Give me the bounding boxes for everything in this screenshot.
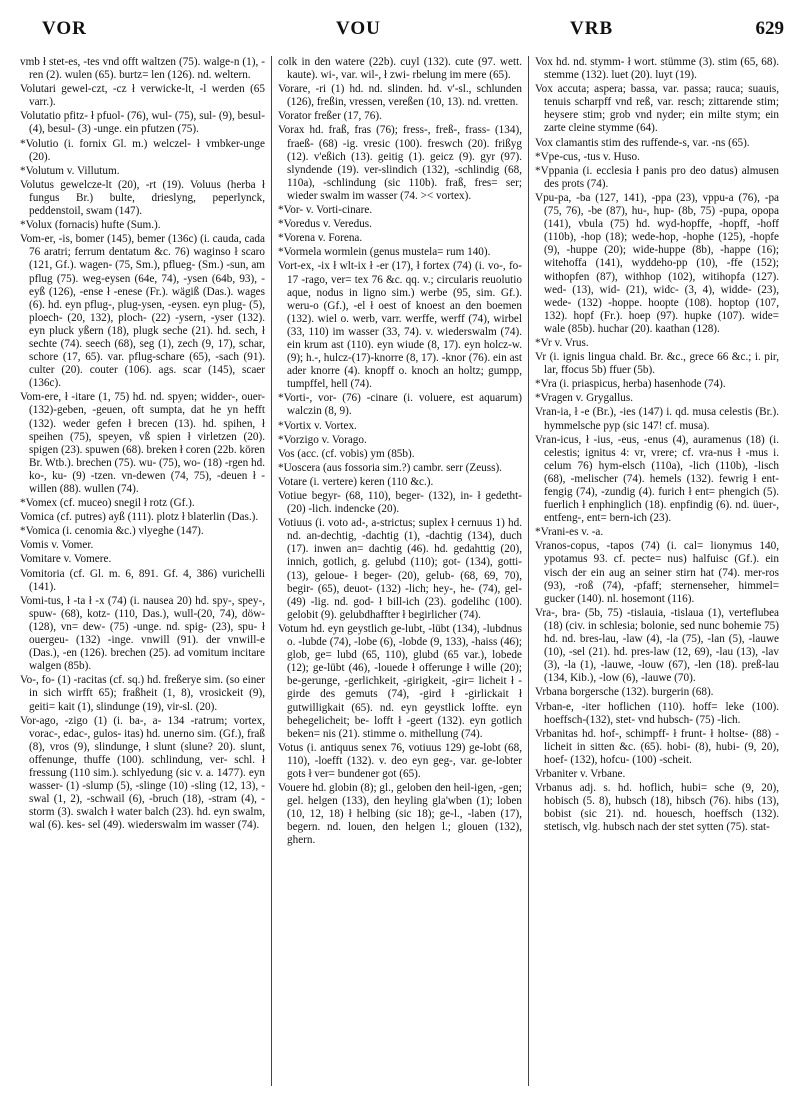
dictionary-entry: Volutus gewelcze-lt (20), -rt (19). Voluus (herba ł fungus Br.) bulte, drieslyng, peperlynck, peddenstoil, swam (147). bbox=[20, 178, 265, 218]
dictionary-entry: Vo-, fo- (1) -racitas (cf. sq.) hd. freßerye sim. (so einer in sich wirfft 65); fraßheit (1, 8), vrosickeit (9), geiti= kait (1), slindunge (19), vir-sl. (20). bbox=[20, 674, 265, 713]
dictionary-entry: Vran-ia, ł -e (Br.), -ies (147) i. qd. musa celestis (Br.). hymmelsche pyp (sic 147! cf. musa). bbox=[535, 406, 779, 432]
dictionary-entry: *Vormela wormlein (genus mustela= rum 140). bbox=[278, 246, 491, 259]
dictionary-entry: Vomi-tus, ł -ta ł -x (74) (i. nausea 20) hd. spy-, spey-, spuw- (68), kotz- (110, Das.), wull-(20, 74), döw- (128), vn= dew- (75) -unge. nd. spig- (23), spu- ł ouergeu- (132) -inge. vnwill (91). der vnwill-e (Das.), -en (126). brechen (25). ad vomitum incitare walgen (85b). bbox=[20, 594, 265, 673]
dictionary-entry: Vrbana borgersche (132). burgerin (68). bbox=[535, 686, 714, 699]
dictionary-entry: Vom-er, -is, bomer (145), bemer (136c) (i. cauda, cada 76 aratri; ferrum dentatum &c. 76) waginso ł scaro (121, Gf.). wagen- (75, Sm.), pflueg- (Sm.) -sun, am pflug (75). weg-eysen (64e, 74), -ysen (64b, 93), -eyß (126), -ense ł -enese (Fr.). wägiß (Das.). wages (6). hd. eyn pflug-, plug-ysen, -eysen. eyn plug- (5), ploech- (20, 132), ploch- (22) -ysern, -yser (132). eyn pluck yßern (18), plugk seche (21). hd. sech, ł sechte (74). seech (68), seg (1), zech (9, 17), schar, schore (17, 65). var. pflug-schare (65), -sach (91). culter (20). couter (106). ags. scar (145), scaer (136c). bbox=[20, 233, 265, 390]
center-guide-word: VOU bbox=[336, 18, 381, 39]
dictionary-entry: *Vorzigo v. Vorago. bbox=[278, 433, 367, 446]
dictionary-entry: Votum hd. eyn geystlich ge-lubt, -lübt (134), -lubdnus o. -lubde (74), -lobe (6), -lobde (9, 133), -haiss (46); glob, ge= lubd (65, 110), glubd (65 var.), lobede (12); ge-lübt (46), -louede ł offerunge ł wille (20); be-gerunge, -gerlichkeit, -girigkeit, -gir= licheit ł -girde des gemuts (74), -gird ł -girlickait ł gutwilligkait (65). nd. eyn geystlick loffte. eyn behegelicheit; be- lofft ł -geert (132). eyn gotlich beken= nis (21). stimme o. mithellung (74). bbox=[278, 622, 522, 740]
dictionary-entry: *Vppania (i. ecclesia ł panis pro deo datus) almusen des prots (74). bbox=[535, 164, 779, 190]
dictionary-entry: *Vra (i. priaspicus, herba) hasenhode (74). bbox=[535, 378, 726, 391]
column-middle bbox=[271, 56, 528, 1086]
dictionary-entry: *Vragen v. Grygallus. bbox=[535, 392, 634, 405]
dictionary-entry: Vrbanitas hd. hof-, schimpff- ł frunt- ł holtse- (88) -licheit in sitten &c. (65). hobi- (8), hubi- (9, 20), hoef- (132), hofcu- (100) -scheit. bbox=[535, 727, 779, 766]
dictionary-entry: Vox accuta; aspera; bassa, var. passa; rauca; suauis, tenuis scharpff vnd reß, var. resch; zittarende stim; heysere stim; grob vnd nyder; ein milte stym; ein zarte cleine stymme (64). bbox=[535, 83, 779, 135]
dictionary-entry: *Vorena v. Forena. bbox=[278, 232, 363, 245]
dictionary-entry: Vomica (cf. putres) ayß (111). plotz ł blaterlin (Das.). bbox=[20, 511, 259, 524]
dictionary-entry: *Volutum v. Villutum. bbox=[20, 164, 120, 177]
dictionary-entry: Votiuus (i. voto ad-, a-strictus; suplex ł cernuus 1) hd. nd. an-dechtig, -dachtig (1), -dachtig (134), duch (17). inwen an= dachtig (46). hd. gedahttig (20), innich, gotlich, g. gelubd (110); got- (134), gotti- (13), geloue- ł beger- (20), gelub- (68, 69, 70), begir- (65), deuot- (132) -lich; hey-, he- (74), gel- (49) -lig. nd. god- ł bill-ich (23). godelihc (100). gelobit (9). gelubdhaffter ł begirlicher (74). bbox=[278, 517, 522, 621]
dictionary-entry: *Volutio (i. fornix Gl. m.) welczel- ł vmbker-unge (20). bbox=[20, 137, 265, 163]
dictionary-entry: Vorare, -ri (1) hd. nd. slinden. hd. v'-sl., schlunden (126), freßin, vressen, vereßen (10, 13). nd. vretten. bbox=[278, 83, 522, 109]
dictionary-entry: Vom-ere, ł -itare (1, 75) hd. nd. spyen; widder-, ouer-(132)-geben, -geuen, oft sumpta, dat he yn hefft (132). weder gefen ł brecen (13). hd. spihen, ł speihen (75), speyen, vß spien ł virletzen (20). spigen (23). spuwen (68). breken ł coren (22b. kören Br. Wtb.). brechen (75). wu- (75), wo- (18) -rgen hd. ko-, ku- (9) -tzen. vn-dewen (74, 75), -deuen ł -willen (88). wullen (74). bbox=[20, 391, 266, 495]
dictionary-entry: Votare (i. vertere) keren (110 &c.). bbox=[278, 475, 434, 488]
page-header bbox=[14, 18, 786, 48]
dictionary-entry: *Vr v. Vrus. bbox=[535, 336, 589, 349]
dictionary-entry: Vrbanus adj. s. hd. hoflich, hubi= sche (9, 20), hobisch (5. 8), hubsch (18), hibsch (76). hibs (13), bobist (sic 21). nd. houesch, hoeffsch (132). stetisch, vlg. hubsch nach der stet sytten (75). stat- bbox=[535, 782, 779, 834]
dictionary-entry: Vos (acc. (cf. vobis) ym (85b). bbox=[278, 447, 415, 460]
dictionary-entry: Vrbaniter v. Vrbane. bbox=[535, 767, 626, 780]
column-left bbox=[14, 56, 271, 1086]
dictionary-entry: *Vortix v. Vortex. bbox=[278, 419, 357, 432]
dictionary-entry: Vorax hd. fraß, fras (76); fress-, freß-, frass- (134), fraeß- (68) -ig. vresic (100). freswch (20). frißyg (12). v'eßich (13). geitig (1). geicz (9). gyr (97). slyndende (19). ver-slindich (132), -schlindig (68, 110a), -schlindung (sic 110b). fraß, fres= ser; wieder swalm im wasser (74. >< vortex). bbox=[278, 124, 522, 202]
dictionary-entry: Vomitare v. Vomere. bbox=[20, 553, 112, 566]
dictionary-entry: *Vrani-es v. -a. bbox=[535, 526, 604, 539]
column-right bbox=[528, 56, 785, 1086]
dictionary-entry: Volutari gewel-czt, -cz ł verwicke-lt, -l werden (65 varr.). bbox=[20, 83, 265, 109]
dictionary-entry: *Vor- v. Vorti-cinare. bbox=[278, 204, 373, 217]
dictionary-entry: Votiue begyr- (68, 110), beger- (132), in- ł gedetht- (20) -lich. indencke (20). bbox=[278, 490, 522, 516]
dictionary-entry: Volutatio pfitz- ł pfuol- (76), wul- (75), sul- (9), besul- (4), besul- (3) -unge. ein pfutzen (75). bbox=[20, 110, 265, 136]
dictionary-entry: Vranos-copus, -tapos (74) (i. cal= lionymus 140, ypotamus 93. cf. pecte= nus) halfuisc (Gf.). ein visch der ein aug an seiner stirn hat (74). mer-ros (93), -roß (74), -pfaff; sternenseher, himmel= gucker (140). nl. hosemont (116). bbox=[535, 540, 779, 605]
dictionary-entry: Vox clamantis stim des ruffende-s, var. -ns (65). bbox=[535, 136, 750, 149]
dictionary-entry: *Voredus v. Veredus. bbox=[278, 218, 372, 231]
dictionary-entry: Vra-, bra- (5b, 75) -tislauia, -tislaua (1), verteflubea (18) (civ. in schlesia; bolonie, sed nunc bohemie 75) hd. nd. bres-lau, -law (4), -la (75), -lan (5), -lauwe (10), -sel (21). hd. pres-law (12, 69), -lau (13), -lav (3), -la (1), -lauwe, -louw (67), -len (18). preß-lau (134, Kib.), -low (6), -lauwe (70). bbox=[535, 606, 779, 685]
dictionary-entry: Vouere hd. globin (8); gl., geloben den heil-igen, -gen; gel. helgen (133), den heyling gla'wben (1); loben (10, 12, 18) ł helbing (sic 18); ge-l., -laben (17), begern. nd. louen, den helgen l.; glouen (132), ghern. bbox=[278, 782, 522, 847]
left-guide-word: VOR bbox=[42, 18, 87, 39]
dictionary-entry: Vomitoria (cf. Gl. m. 6, 891. Gf. 4, 386) vurichelli (141). bbox=[20, 567, 265, 593]
right-guide-word: VRB bbox=[570, 18, 614, 39]
dictionary-columns bbox=[14, 56, 786, 1086]
dictionary-entry: Votus (i. antiquus senex 76, votiuus 129) ge-lobt (68, 110), -loefft (132). v. deo eyn geg-, var. ge-lobter gots ł ver= bundener got (65). bbox=[278, 741, 522, 780]
dictionary-entry: *Vpe-cus, -tus v. Huso. bbox=[535, 150, 640, 163]
dictionary-entry: Vox hd. nd. stymm- ł wort. stümme (3). stim (65, 68). stemme (132). luet (20). luyt (19). bbox=[535, 56, 779, 82]
dictionary-entry: *Vomex (cf. muceo) snegil ł rotz (Gf.). bbox=[20, 497, 195, 510]
dictionary-entry: Vor-ago, -zigo (1) (i. ba-, a- 134 -ratrum; vortex, vorac-, edac-, gulos- itas) hd. unerno sim. (Gf.), fraß (8), vros (9), slindunge, ł slunt (slune? 20). slunt, offenunge, thuffe (100). schlindung, ver- schl. ł fressung (110 sim.). schlyedung (sic v. a. 1477). eyn wasser- (1) -slump (5), -slinge (10) -sling (12, 13), -swal (1, 2), -schwail (6), -bruch (18), -stram (4), -storm (3). swalch ł water balch (23). hd. eyn swalm, wal (6). kes- sel (49). wiederswalm im wasser (74). bbox=[20, 714, 265, 832]
dictionary-entry: Vorator freßer (17, 76). bbox=[278, 110, 382, 123]
dictionary-entry: Vort-ex, -ix ł wlt-ix ł -er (17), ł fortex (74) (i. vo-, fo- 17 -rago, ver= tex 76 &c. qq. v.; circularis reuolutio aque, nodus in ligno sim.) werbe (95, sim. Gf.). weru-o (Gf.), -el ł oest of knoest an den boemen (132). wiel o. werb, varr. werffe, werff (74), wirbel (33, 110) im wasser (33, 74). v. wiederswalm (74). ein krum ast (110). eyn wiude (8, 17). eyn holcz-w. (9); h.-, hulcz-(17)-knorre (8, 17). -knor (76). ein ast ader knorre (4). knopff o. knoch an holtz; gumpp, tumpffel, hell (74). bbox=[278, 260, 522, 391]
dictionary-entry: *Vomica (i. cenomia &c.) vlyeghe (147). bbox=[20, 525, 204, 538]
dictionary-entry: Vrban-e, -iter hoflichen (110). hoff= leke (100). hoeffsch-(132), stet- vnd hubsch- (75) -lich. bbox=[535, 700, 779, 726]
dictionary-entry: *Uoscera (aus fossoria sim.?) cambr. serr (Zeuss). bbox=[278, 461, 502, 474]
dictionary-entry: colk in den watere (22b). cuyl (132). cute (97. wett. kaute). wi-, var. wil-, ł zwi- rbelung im mere (65). bbox=[278, 56, 522, 82]
dictionary-entry: Vomis v. Vomer. bbox=[20, 539, 94, 552]
page-number: 629 bbox=[755, 18, 784, 39]
dictionary-entry: *Vorti-, vor- (76) -cinare (i. voluere, est aquarum) walczin (8, 9). bbox=[278, 392, 522, 418]
dictionary-entry: vmb ł stet-es, -tes vnd offt waltzen (75). walge-n (1), -ren (2). wulen (65). burtz= len (126). nd. weltern. bbox=[20, 56, 265, 82]
dictionary-entry: Vran-icus, ł -ius, -eus, -enus (4), auramenus (18) (i. celestis; ignitus 4: vr, vrere; cf. vra-nus ł -mus i. celum 76) hym-elsch (110a), -lich (110b), -lisch (68), -melischer (74). hemels (132). fewrig ł ent-fengig (74), -zundig (4). furich ł ent= phengich (5). fuerlich ł enphinglich (18). enpfindig (6). nd. üuer-, entfeng-, ent= bern-ich (23). bbox=[535, 433, 779, 525]
dictionary-entry: *Volux (fornacis) hufte (Sum.). bbox=[20, 219, 161, 232]
dictionary-entry: Vr (i. ignis lingua chald. Br. &c., grece 66 &c.; i. pir, lar, ffocus 5b) ffuer (5b). bbox=[535, 351, 779, 377]
dictionary-entry: Vpu-pa, -ba (127, 141), -ppa (23), vppu-a (76), -pa (75, 76), -be (87), hu-, hup- (8b, 75) -pupa, opopa (141), vbula (75) hd. wyd-hopffe, -hopff, -hoff (110b), -hop (18); wede-hop, -hophe (125), -hopfe (9), -huppe (20); wide-huppe (8b), -happe (16); witehoffa (141), wyddeho-pp (10), -ffe (152); withopfen (87), withhop (102), witihopfa (127). wed- (13), wid- (21), widc- (3, 4), widde- (23), wede- (132) -hoppe. hoopte (108). hoptop (107, 132). hopf (Fr.). hoep (97). hupke (107). wide= wale (85b). huchar (20). kaathan (128). bbox=[535, 191, 779, 335]
